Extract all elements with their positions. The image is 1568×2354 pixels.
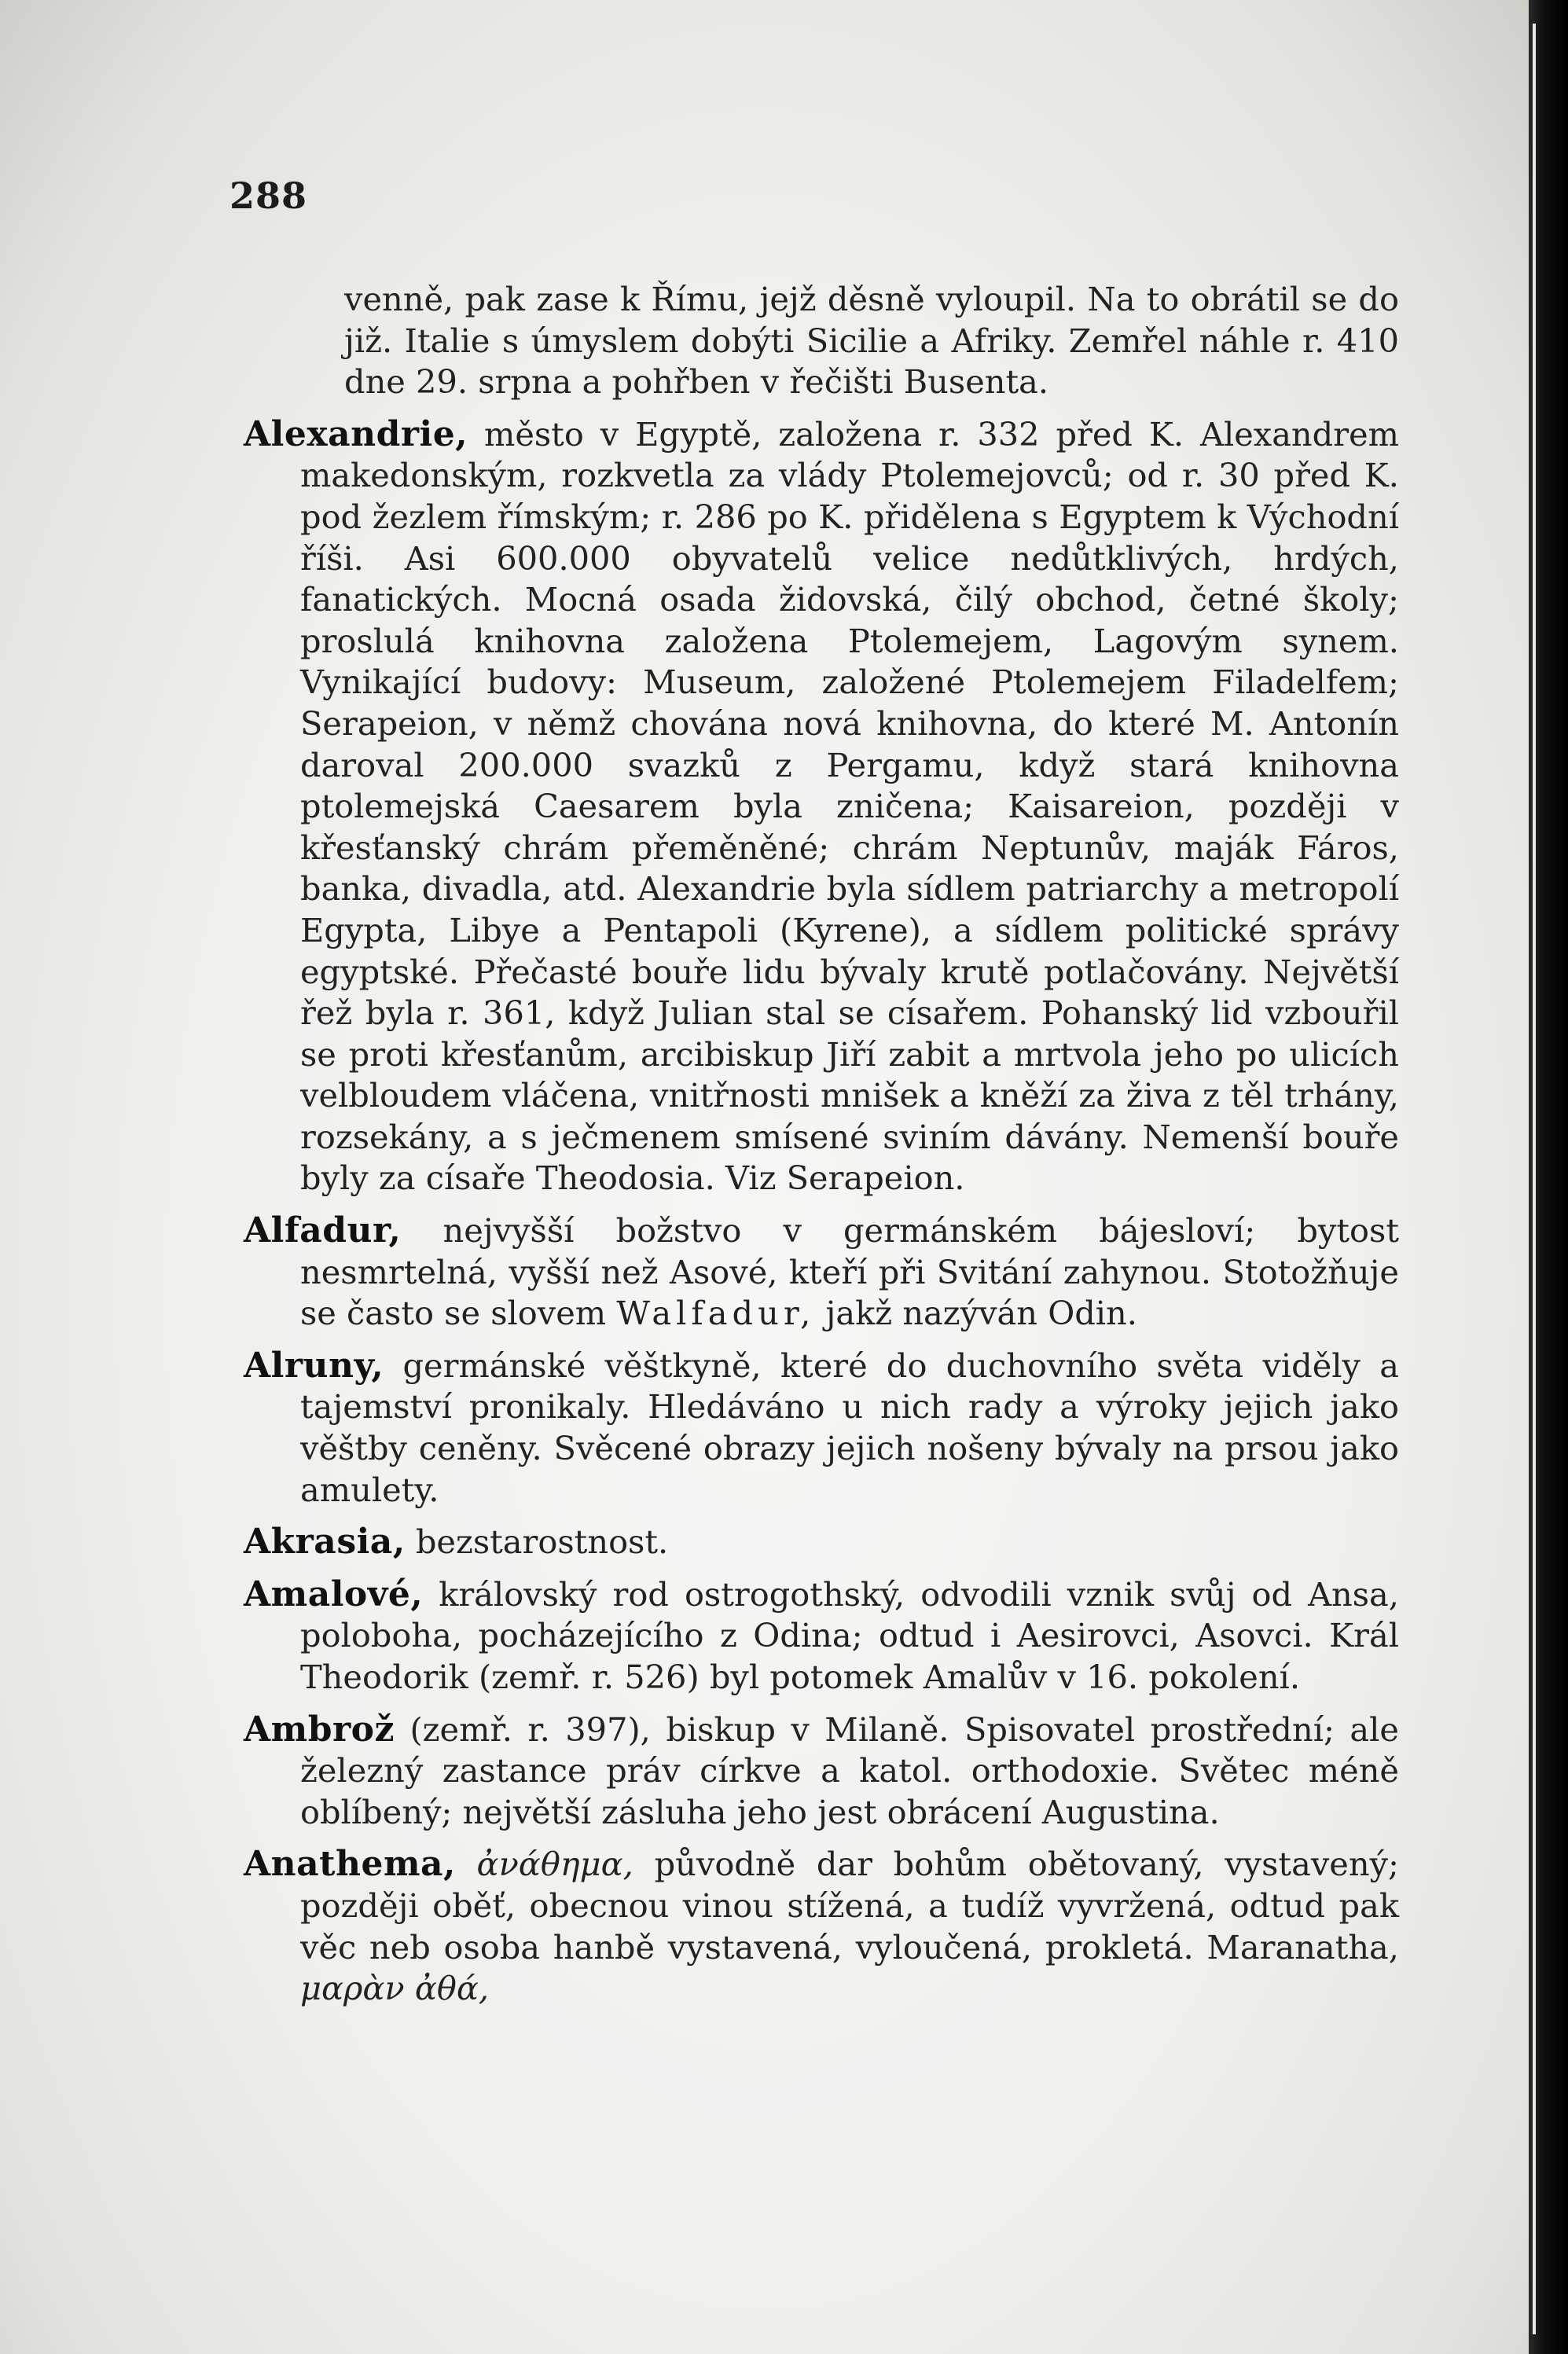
entry-ambroz xyxy=(244,1709,1399,1834)
continued-paragraph xyxy=(244,279,1399,403)
entry-body: germánské věštkyně, které do duchovního světa viděly a tajemství pronikaly. Hledáváno u nich rady a výroky jejich jako věštby ceněny. Svěcené obrazy jejich nošeny bývaly na prsou jako amulety. xyxy=(300,1346,1399,1509)
entry-alruny xyxy=(244,1346,1399,1511)
entry-greek-term: ἀνάθημα, xyxy=(476,1845,633,1884)
entry-body: venně, pak zase k Římu, jejž děsně vyloupil. Na to obrátil se do již. Italie s úmyslem dobýti Sicilie a Afriky. Zemřel náhle r. 410 dne 29. srpna a pohřben v řečišti Busenta. xyxy=(344,280,1399,402)
entry-headword: Anathema, xyxy=(244,1844,456,1885)
page-text xyxy=(244,279,1399,2010)
entry-body: královský rod ostrogothský, odvodili vznik svůj od Ansa, poloboha, pocházejícího z Odina; odtud i Aesirovci, Asovci. Král Theodorik (zemř. r. 526) byl potomek Amalův v 16. pokolení. xyxy=(300,1574,1399,1696)
entry-headword: Alruny, xyxy=(244,1345,384,1386)
page-number: 288 xyxy=(230,174,308,217)
entry-headword: Amalové, xyxy=(244,1574,424,1614)
entry-greek-term-2: μαρὰν ἀθά, xyxy=(300,1969,490,2008)
entry-body: (zemř. r. 397), biskup v Milaně. Spisovatel prostřední; ale železný zastance práv církve a katol. orthodoxie. Světec méně oblíbený; největší zásluha jeho jest obrácení Augustina. xyxy=(300,1709,1399,1831)
entry-body: město v Egyptě, založena r. 332 před K. Alexandrem makedonským, rozkvetla za vlády Ptolemejovců; od r. 30 před K. pod žezlem římským; r. 286 po K. přidělena s Egyptem k Východní říši. Asi 600.000 obyvatelů velice nedůtklivých, hrdých, fanatických. Mocná osada židovská, čilý obchod, četné školy; proslulá knihovna založena Ptolemejem, Lagovým synem. Vynikající budovy: Museum, založené Ptolemejem Filadelfem; Serapeion, v němž chována nová knihovna, do které M. Antonín daroval 200.000 svazků z Pergamu, když stará knihovna ptolemejská Caesarem byla zničena; Kaisareion, později v křesťanský chrám přeměněné; chrám Neptunův, maják Fáros, banka, divadla, atd. Alexandrie byla sídlem patriarchy a metropolí Egypta, Libye a Pentapoli (Kyrene), a sídlem politické správy egyptské. Přečasté bouře lidu bývaly krutě potlačovány. Největší řež byla r. 361, když Julian stal se císařem. Pohanský lid vzbouřil se proti křesťanům, arcibiskup Jiří zabit a mrtvola jeho po ulicích velbloudem vláčena, vnitřnosti mnišek a kněží za živa z těl trhány, rozsekány, a s ječmenem smísené sviním dávány. Nemenší bouře byly za císaře Theodosia. Viz Serapeion. xyxy=(300,414,1399,1198)
scan-edge-line xyxy=(1533,24,1536,2334)
entry-spaced-term: Walfadur, xyxy=(616,1294,816,1333)
entry-headword: Alexandrie, xyxy=(244,413,468,454)
entry-body: původně dar bohům obětovaný, vystavený; později oběť, obecnou vinou stížená, a tudíž vyvržená, odtud pak věc neb osoba hanbě vystavená, vyloučená, prokletá. Maranatha, xyxy=(300,1845,1399,1967)
entry-alexandrie xyxy=(244,414,1399,1199)
entry-alfadur xyxy=(244,1210,1399,1335)
entry-headword: Alfadur, xyxy=(244,1210,402,1251)
entry-amalove xyxy=(244,1574,1399,1698)
entry-body-end: jakž nazýván Odin. xyxy=(825,1294,1137,1333)
entry-anathema xyxy=(244,1844,1399,2009)
entry-body: nejvyšší božstvo v germánském bájesloví; bytost nesmrtelná, vyšší než Asové, kteří při Svitání zahynou. Stotožňuje se často se slovem xyxy=(300,1211,1399,1333)
entry-headword: Ambrož xyxy=(244,1709,395,1750)
entry-body: bezstarostnost. xyxy=(415,1522,669,1562)
entry-headword: Akrasia, xyxy=(244,1522,406,1563)
entry-akrasia xyxy=(244,1522,1399,1563)
